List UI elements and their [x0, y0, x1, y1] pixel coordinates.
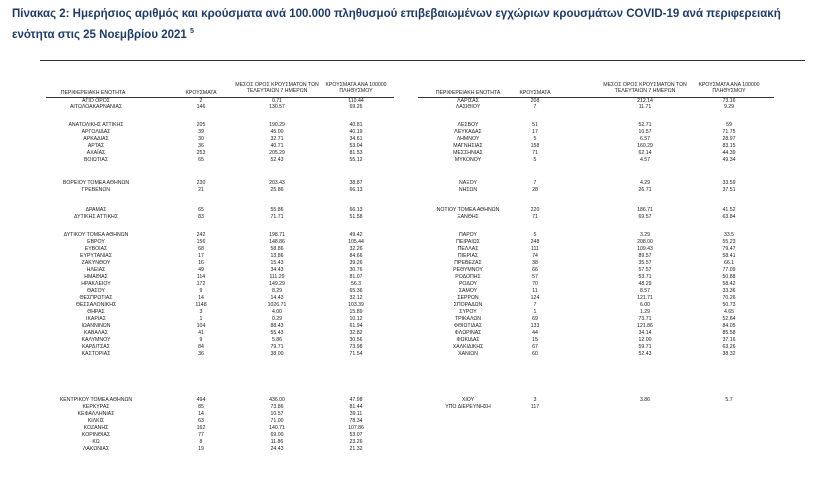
- per100k-cell: 81.07: [349, 274, 363, 280]
- per100k-cell: 73.16: [722, 98, 736, 104]
- avg-cell: 53.71: [638, 274, 652, 280]
- avg-cell: 10.57: [270, 411, 284, 417]
- region-cell: ΚΕΡΚΥΡΑΣ: [82, 404, 110, 410]
- cases-cell: 71: [532, 214, 538, 220]
- region-cell: ΠΡΕΒΕΖΑΣ: [454, 260, 482, 266]
- per100k-cell: 32.82: [349, 330, 363, 336]
- cases-cell: 70: [532, 281, 538, 287]
- per100k-cell: 30.56: [349, 337, 363, 343]
- cases-cell: 111: [531, 246, 539, 252]
- region-cell: ΥΠΟ ΔΙΕΡΕΥΝΗΣΗ: [445, 404, 491, 410]
- cases-cell: 1: [533, 309, 537, 315]
- per100k-cell: 55.12: [349, 157, 363, 163]
- cases-cell: 19: [198, 446, 204, 452]
- per100k-cell: 84.05: [722, 323, 736, 329]
- per100k-cell: 33.5: [723, 232, 735, 238]
- per100k-cell: 79.47: [722, 246, 736, 252]
- region-cell: ΤΡΙΚΑΛΩΝ: [454, 316, 482, 322]
- cases-cell: 77: [198, 432, 204, 438]
- region-cell: ΡΟΔΟΠΗΣ: [455, 274, 481, 280]
- per100k-cell: 49.42: [349, 232, 363, 238]
- cases-cell: 49: [198, 267, 204, 273]
- avg-cell: 0.29: [271, 316, 283, 322]
- avg-cell: 5.86: [271, 337, 283, 343]
- per100k-cell: 70.26: [722, 295, 736, 301]
- cases-cell: 16: [198, 260, 204, 266]
- region-cell: ΡΟΔΟΥ: [458, 281, 478, 287]
- region-cell: ΧΑΛΚΙΔΙΚΗΣ: [452, 344, 484, 350]
- per100k-cell: 83.15: [722, 143, 736, 149]
- per100k-cell: 21.32: [349, 446, 363, 452]
- region-cell: ΒΟΙΩΤΙΑΣ: [83, 157, 109, 163]
- avg-cell: 15.43: [270, 260, 284, 266]
- region-cell: ΘΕΣΣΑΛΟΝΙΚΗΣ: [75, 302, 117, 308]
- right-header-region: ΠΕΡΙΦΕΡΕΙΑΚΗ ΕΝΟΤΗΤΑ: [435, 90, 501, 96]
- cases-cell: 242: [196, 232, 206, 238]
- region-cell: ΝΗΣΩΝ: [458, 187, 478, 193]
- per100k-cell: 37.16: [722, 337, 736, 343]
- per100k-cell: 66.1: [723, 260, 735, 266]
- region-cell: ΚΟΡΙΝΘΙΑΣ: [81, 432, 111, 438]
- avg-cell: 198.71: [269, 232, 285, 238]
- avg-cell: 55.43: [270, 330, 284, 336]
- cases-cell: 39: [198, 129, 204, 135]
- per100k-cell: 33.59: [722, 180, 736, 186]
- region-cell: ΡΕΘΥΜΝΟΥ: [453, 267, 483, 273]
- per100k-cell: 33.36: [722, 288, 736, 294]
- region-cell: ΚΕΦΑΛΛΗΝΙΑΣ: [77, 411, 115, 417]
- region-cell: ΧΑΝΙΩΝ: [458, 351, 478, 357]
- avg-cell: 13.86: [270, 253, 284, 259]
- per100k-cell: 10.12: [349, 316, 363, 322]
- title-footnote: 5: [190, 28, 194, 35]
- avg-cell: 6.00: [639, 302, 651, 308]
- per100k-cell: 40.19: [349, 129, 363, 135]
- per100k-cell: 50.73: [722, 302, 736, 308]
- region-cell: ΦΘΙΩΤΙΔΑΣ: [453, 323, 483, 329]
- per100k-cell: 110.44: [348, 98, 364, 104]
- per100k-cell: 51.58: [349, 214, 363, 220]
- cases-cell: 15: [532, 337, 538, 343]
- avg-cell: 79.71: [270, 344, 284, 350]
- region-cell: ΦΩΚΙΔΑΣ: [456, 337, 480, 343]
- region-cell: ΛΕΥΚΑΔΑΣ: [454, 129, 482, 135]
- region-cell: ΓΡΕΒΕΝΩΝ: [81, 187, 111, 193]
- cases-cell: 146: [196, 104, 206, 110]
- right-header-per100k: ΚΡΟΥΣΜΑΤΑ ΑΝΑ 100000 ΠΛΗΘΥΣΜΟΥ: [698, 82, 760, 94]
- cases-cell: 117: [530, 404, 540, 410]
- region-cell: ΝΟΤΙΟΥ ΤΟΜΕΑ ΑΘΗΝΩΝ: [436, 207, 500, 213]
- per100k-cell: 38.32: [722, 351, 736, 357]
- cases-cell: 248: [530, 239, 540, 245]
- cases-cell: 66: [532, 267, 538, 273]
- per100k-cell: 52.64: [722, 316, 736, 322]
- avg-cell: 205.29: [269, 150, 285, 156]
- per100k-cell: 53.07: [349, 432, 363, 438]
- cases-cell: 68: [198, 246, 204, 252]
- region-cell: ΑΙΤΩΛΟΑΚΑΡΝΑΝΙΑΣ: [69, 104, 123, 110]
- avg-cell: 55.86: [270, 207, 284, 213]
- avg-cell: 148.86: [269, 239, 285, 245]
- region-cell: ΞΑΝΘΗΣ: [457, 214, 479, 220]
- per100k-cell: 47.98: [349, 397, 363, 403]
- per100k-cell: 53.04: [349, 143, 363, 149]
- region-cell: ΚΕΝΤΡΙΚΟΥ ΤΟΜΕΑ ΑΘΗΝΩΝ: [59, 397, 133, 403]
- avg-cell: 4.57: [639, 157, 651, 163]
- per100k-cell: 30.76: [349, 267, 363, 273]
- title-line2: ενότητα στις 25 Νοεμβρίου 2021: [12, 28, 187, 41]
- per100k-cell: 28.97: [722, 136, 736, 142]
- region-cell: ΠΕΙΡΑΙΩΣ: [456, 239, 480, 245]
- cases-cell: 69: [532, 316, 538, 322]
- region-cell: ΚΩ: [92, 439, 100, 445]
- region-cell: ΝΑΞΟΥ: [459, 180, 477, 186]
- region-cell: ΛΑΡΙΣΑΣ: [457, 98, 479, 104]
- cases-cell: 158: [530, 143, 540, 149]
- avg-cell: 4.29: [639, 180, 651, 186]
- region-cell: ΕΥΒΟΙΑΣ: [84, 246, 108, 252]
- region-cell: ΛΑΚΩΝΙΑΣ: [82, 446, 110, 452]
- left-header-per100k: ΚΡΟΥΣΜΑΤΑ ΑΝΑ 100000 ΠΛΗΘΥΣΜΟΥ: [325, 82, 387, 94]
- cases-cell: 17: [532, 129, 538, 135]
- region-cell: ΔΡΑΜΑΣ: [85, 207, 107, 213]
- region-cell: ΛΗΜΝΟΥ: [456, 136, 480, 142]
- per100k-cell: 107.86: [348, 425, 364, 431]
- region-cell: ΗΜΑΘΙΑΣ: [84, 274, 108, 280]
- cases-cell: 65: [198, 157, 204, 163]
- left-header-avg: ΜΕΣΟΣ ΟΡΟΣ ΚΡΟΥΣΜΑΤΩΝ ΤΩΝ ΤΕΛΕΥΤΑΙΩΝ 7 ΗΜΕΡΩΝ: [235, 82, 319, 94]
- cases-cell: 1148: [195, 302, 207, 308]
- per100k-cell: 77.09: [722, 267, 736, 273]
- per100k-cell: 59: [726, 122, 732, 128]
- cases-cell: 494: [196, 397, 206, 403]
- avg-cell: 40.71: [270, 143, 284, 149]
- cases-cell: 41: [198, 330, 204, 336]
- avg-cell: 1026.71: [267, 302, 287, 308]
- cases-cell: 8: [199, 439, 203, 445]
- per100k-cell: 84.66: [349, 253, 363, 259]
- cases-cell: 51: [532, 122, 538, 128]
- per100k-cell: 32.12: [349, 295, 363, 301]
- region-cell: ΠΙΕΡΙΑΣ: [457, 253, 479, 259]
- cases-cell: 5: [533, 157, 537, 163]
- region-cell: ΚΑΛΥΜΝΟΥ: [81, 337, 111, 343]
- cases-cell: 162: [196, 425, 206, 431]
- avg-cell: 8.57: [639, 288, 651, 294]
- cases-cell: 7: [533, 180, 537, 186]
- avg-cell: 52.71: [638, 122, 652, 128]
- region-cell: ΑΡΤΑΣ: [87, 143, 105, 149]
- cases-cell: 9: [199, 337, 203, 343]
- avg-cell: 62.14: [638, 150, 652, 156]
- per100k-cell: 73.98: [349, 344, 363, 350]
- region-cell: ΚΟΖΑΝΗΣ: [83, 425, 109, 431]
- cases-cell: 7: [533, 104, 537, 110]
- region-cell: ΜΥΚΟΝΟΥ: [454, 157, 482, 163]
- cases-cell: 63: [198, 418, 204, 424]
- avg-cell: 10.57: [638, 129, 652, 135]
- avg-cell: 69.00: [270, 432, 284, 438]
- region-cell: ΗΛΕΙΑΣ: [86, 267, 106, 273]
- avg-cell: 149.29: [269, 281, 285, 287]
- avg-cell: 48.29: [638, 281, 652, 287]
- per100k-cell: 58.42: [722, 281, 736, 287]
- region-cell: ΑΧΑΪΑΣ: [86, 150, 106, 156]
- cases-cell: 172: [196, 281, 206, 287]
- avg-cell: 160.29: [637, 143, 653, 149]
- region-cell: ΠΑΡΟΥ: [459, 232, 477, 238]
- region-cell: ΜΑΓΝΗΣΙΑΣ: [453, 143, 483, 149]
- left-header-cases: ΚΡΟΥΣΜΑΤΑ: [185, 90, 217, 96]
- region-cell: ΙΩΑΝΝΙΝΩΝ: [81, 323, 111, 329]
- avg-cell: 71.00: [270, 418, 284, 424]
- cases-cell: 114: [196, 274, 206, 280]
- avg-cell: 35.57: [638, 260, 652, 266]
- cases-cell: 208: [530, 98, 540, 104]
- avg-cell: 34.14: [638, 330, 652, 336]
- region-cell: ΛΑΣΙΘΙΟΥ: [455, 104, 481, 110]
- region-cell: ΣΑΜΟΥ: [458, 288, 478, 294]
- per100k-cell: 38.87: [349, 180, 363, 186]
- cases-cell: 65: [198, 207, 204, 213]
- avg-cell: 24.43: [270, 446, 284, 452]
- region-cell: ΑΡΓΟΛΙΔΑΣ: [81, 129, 111, 135]
- avg-cell: 111.29: [269, 274, 285, 280]
- per100k-cell: 58.41: [722, 253, 736, 259]
- avg-cell: 73.86: [270, 404, 284, 410]
- avg-cell: 436.00: [269, 397, 285, 403]
- per100k-cell: 61.94: [349, 323, 363, 329]
- cases-cell: 21: [198, 187, 204, 193]
- cases-cell: 133: [530, 323, 540, 329]
- per100k-cell: 15.89: [349, 309, 363, 315]
- region-cell: ΘΑΣΟΥ: [87, 288, 105, 294]
- avg-cell: 58.86: [270, 246, 284, 252]
- avg-cell: 34.43: [270, 267, 284, 273]
- cases-cell: 5: [533, 136, 537, 142]
- cases-cell: 14: [198, 295, 204, 301]
- cases-cell: 60: [532, 351, 538, 357]
- title-line1: Πίνακας 2: Ημερήσιος αριθμός και κρούσματα ανά 100.000 πληθυσμού επιβεβαιωμένων εγχώριων κρουσμάτων COVID-19 ανά περιφερειακή: [12, 8, 781, 20]
- cases-cell: 57: [532, 274, 538, 280]
- avg-cell: 69.57: [638, 214, 652, 220]
- top-rule: [40, 60, 805, 61]
- avg-cell: 4.00: [271, 309, 283, 315]
- avg-cell: 73.71: [638, 316, 652, 322]
- region-cell: ΑΝΑΤΟΛΙΚΗΣ ΑΤΤΙΚΗΣ: [68, 122, 124, 128]
- avg-cell: 12.00: [638, 337, 652, 343]
- cases-cell: 3: [533, 397, 537, 403]
- cases-cell: 220: [530, 207, 540, 213]
- per100k-cell: 85.58: [722, 330, 736, 336]
- avg-cell: 6.57: [639, 136, 651, 142]
- avg-cell: 11.71: [638, 104, 652, 110]
- per100k-cell: 4.65: [723, 309, 735, 315]
- cases-cell: 14: [198, 411, 204, 417]
- region-cell: ΣΠΟΡΑΔΩΝ: [453, 302, 483, 308]
- cases-cell: 17: [198, 253, 204, 259]
- region-cell: ΑΡΚΑΔΙΑΣ: [83, 136, 109, 142]
- right-header-cases: ΚΡΟΥΣΜΑΤΑ: [519, 90, 551, 96]
- region-cell: ΣΥΡΟΥ: [459, 309, 477, 315]
- per100k-cell: 40.81: [349, 122, 363, 128]
- cases-cell: 7: [533, 302, 537, 308]
- per100k-cell: 71.75: [722, 129, 736, 135]
- region-cell: ΖΑΚΥΝΘΟΥ: [81, 260, 111, 266]
- avg-cell: 109.43: [637, 246, 653, 252]
- region-cell: ΕΥΡΥΤΑΝΙΑΣ: [80, 253, 112, 259]
- region-cell: ΔΥΤΙΚΗΣ ΑΤΤΙΚΗΣ: [74, 214, 118, 220]
- region-cell: ΣΕΡΡΩΝ: [457, 295, 479, 301]
- region-cell: ΦΛΩΡΙΝΑΣ: [454, 330, 482, 336]
- cases-cell: 74: [532, 253, 538, 259]
- cases-cell: 205: [196, 122, 206, 128]
- region-cell: ΒΟΡΕΙΟΥ ΤΟΜΕΑ ΑΘΗΝΩΝ: [62, 180, 130, 186]
- region-cell: ΚΑΡΔΙΤΣΑΣ: [82, 344, 110, 350]
- avg-cell: 38.00: [270, 351, 284, 357]
- avg-cell: 3.86: [639, 397, 651, 403]
- region-cell: ΕΒΡΟΥ: [87, 239, 105, 245]
- cases-cell: 5: [533, 232, 537, 238]
- per100k-cell: 34.61: [349, 136, 363, 142]
- per100k-cell: 66.13: [349, 187, 363, 193]
- cases-cell: 36: [198, 143, 204, 149]
- avg-cell: 89.57: [638, 253, 652, 259]
- avg-cell: 0.71: [271, 98, 283, 104]
- region-cell: ΠΕΛΛΑΣ: [457, 246, 479, 252]
- avg-cell: 11.86: [270, 439, 284, 445]
- cases-cell: 38: [532, 260, 538, 266]
- avg-cell: 52.43: [270, 157, 284, 163]
- avg-cell: 186.71: [637, 207, 653, 213]
- per100k-cell: 81.44: [349, 404, 363, 410]
- cases-cell: 9: [199, 288, 203, 294]
- per100k-cell: 65.36: [349, 288, 363, 294]
- cases-cell: 3: [199, 309, 203, 315]
- cases-cell: 11: [532, 288, 538, 294]
- avg-cell: 59.71: [638, 344, 652, 350]
- avg-cell: 190.29: [269, 122, 285, 128]
- cases-cell: 2: [199, 98, 203, 104]
- table-title: [12, 6, 828, 44]
- per100k-cell: 78.34: [349, 418, 363, 424]
- cases-cell: 83: [198, 214, 204, 220]
- per100k-cell: 56.3: [350, 281, 362, 287]
- region-cell: ΙΚΑΡΙΑΣ: [86, 316, 106, 322]
- left-header-region: ΠΕΡΙΦΕΡΕΙΑΚΗ ΕΝΟΤΗΤΑ: [60, 90, 126, 96]
- per100k-cell: 105.44: [348, 239, 364, 245]
- cases-cell: 67: [532, 344, 538, 350]
- per100k-cell: 49.34: [722, 157, 736, 163]
- per100k-cell: 55.23: [722, 239, 736, 245]
- region-cell: ΗΡΑΚΛΕΙΟΥ: [81, 281, 111, 287]
- cases-cell: 44: [532, 330, 538, 336]
- avg-cell: 212.14: [637, 98, 653, 104]
- avg-cell: 32.71: [270, 136, 284, 142]
- avg-cell: 25.86: [270, 187, 284, 193]
- per100k-cell: 44.39: [722, 150, 736, 156]
- region-cell: ΘΗΡΑΣ: [87, 309, 105, 315]
- avg-cell: 88.43: [270, 323, 284, 329]
- per100k-cell: 63.26: [722, 344, 736, 350]
- avg-cell: 26.71: [638, 187, 652, 193]
- avg-cell: 8.29: [271, 288, 283, 294]
- per100k-cell: 37.51: [722, 187, 736, 193]
- cases-cell: 36: [198, 351, 204, 357]
- cases-cell: 84: [198, 344, 204, 350]
- avg-cell: 14.43: [270, 295, 284, 301]
- cases-cell: 104: [196, 323, 206, 329]
- per100k-cell: 39.26: [349, 260, 363, 266]
- cases-cell: 230: [196, 180, 206, 186]
- avg-cell: 203.43: [269, 180, 285, 186]
- cases-cell: 1: [199, 316, 203, 322]
- region-cell: ΚΑΒΑΛΑΣ: [84, 330, 108, 336]
- region-cell: ΔΥΤΙΚΟΥ ΤΟΜΕΑ ΑΘΗΝΩΝ: [63, 232, 129, 238]
- per100k-cell: 23.26: [349, 439, 363, 445]
- cases-cell: 85: [198, 404, 204, 410]
- region-cell: ΑΓΙΟ ΟΡΟΣ: [82, 98, 110, 104]
- avg-cell: 71.71: [270, 214, 284, 220]
- per100k-cell: 71.54: [349, 351, 363, 357]
- avg-cell: 130.57: [269, 104, 285, 110]
- per100k-cell: 63.84: [722, 214, 736, 220]
- cases-cell: 30: [198, 136, 204, 142]
- avg-cell: 121.71: [637, 295, 653, 301]
- per100k-cell: 69.26: [349, 104, 363, 110]
- per100k-cell: 81.53: [349, 150, 363, 156]
- right-header-avg: ΜΕΣΟΣ ΟΡΟΣ ΚΡΟΥΣΜΑΤΩΝ ΤΩΝ ΤΕΛΕΥΤΑΙΩΝ 7 ΗΜΕΡΩΝ: [603, 82, 687, 94]
- region-cell: ΛΕΣΒΟΥ: [457, 122, 479, 128]
- avg-cell: 1.29: [639, 309, 651, 315]
- avg-cell: 45.00: [270, 129, 284, 135]
- per100k-cell: 32.26: [349, 246, 363, 252]
- avg-cell: 140.71: [269, 425, 285, 431]
- per100k-cell: 103.39: [348, 302, 364, 308]
- cases-cell: 253: [196, 150, 206, 156]
- per100k-cell: 39.11: [349, 411, 363, 417]
- region-cell: ΘΕΣΠΡΩΤΙΑΣ: [79, 295, 113, 301]
- avg-cell: 57.57: [638, 267, 652, 273]
- per100k-cell: 41.52: [722, 207, 736, 213]
- region-cell: ΜΕΣΣΗΝΙΑΣ: [453, 150, 483, 156]
- avg-cell: 121.86: [637, 323, 653, 329]
- cases-cell: 124: [530, 295, 540, 301]
- per100k-cell: 50.88: [722, 274, 736, 280]
- avg-cell: 52.43: [638, 351, 652, 357]
- per100k-cell: 5.7: [725, 397, 733, 403]
- region-cell: ΚΑΣΤΟΡΙΑΣ: [81, 351, 111, 357]
- cases-cell: 156: [196, 239, 206, 245]
- cases-cell: 28: [532, 187, 538, 193]
- region-cell: ΚΙΛΚΙΣ: [87, 418, 105, 424]
- per100k-cell: 66.13: [349, 207, 363, 213]
- region-cell: ΧΙΟΥ: [461, 397, 475, 403]
- cases-cell: 71: [532, 150, 538, 156]
- avg-cell: 208.00: [637, 239, 653, 245]
- per100k-cell: 9.29: [723, 104, 735, 110]
- avg-cell: 3.29: [639, 232, 651, 238]
